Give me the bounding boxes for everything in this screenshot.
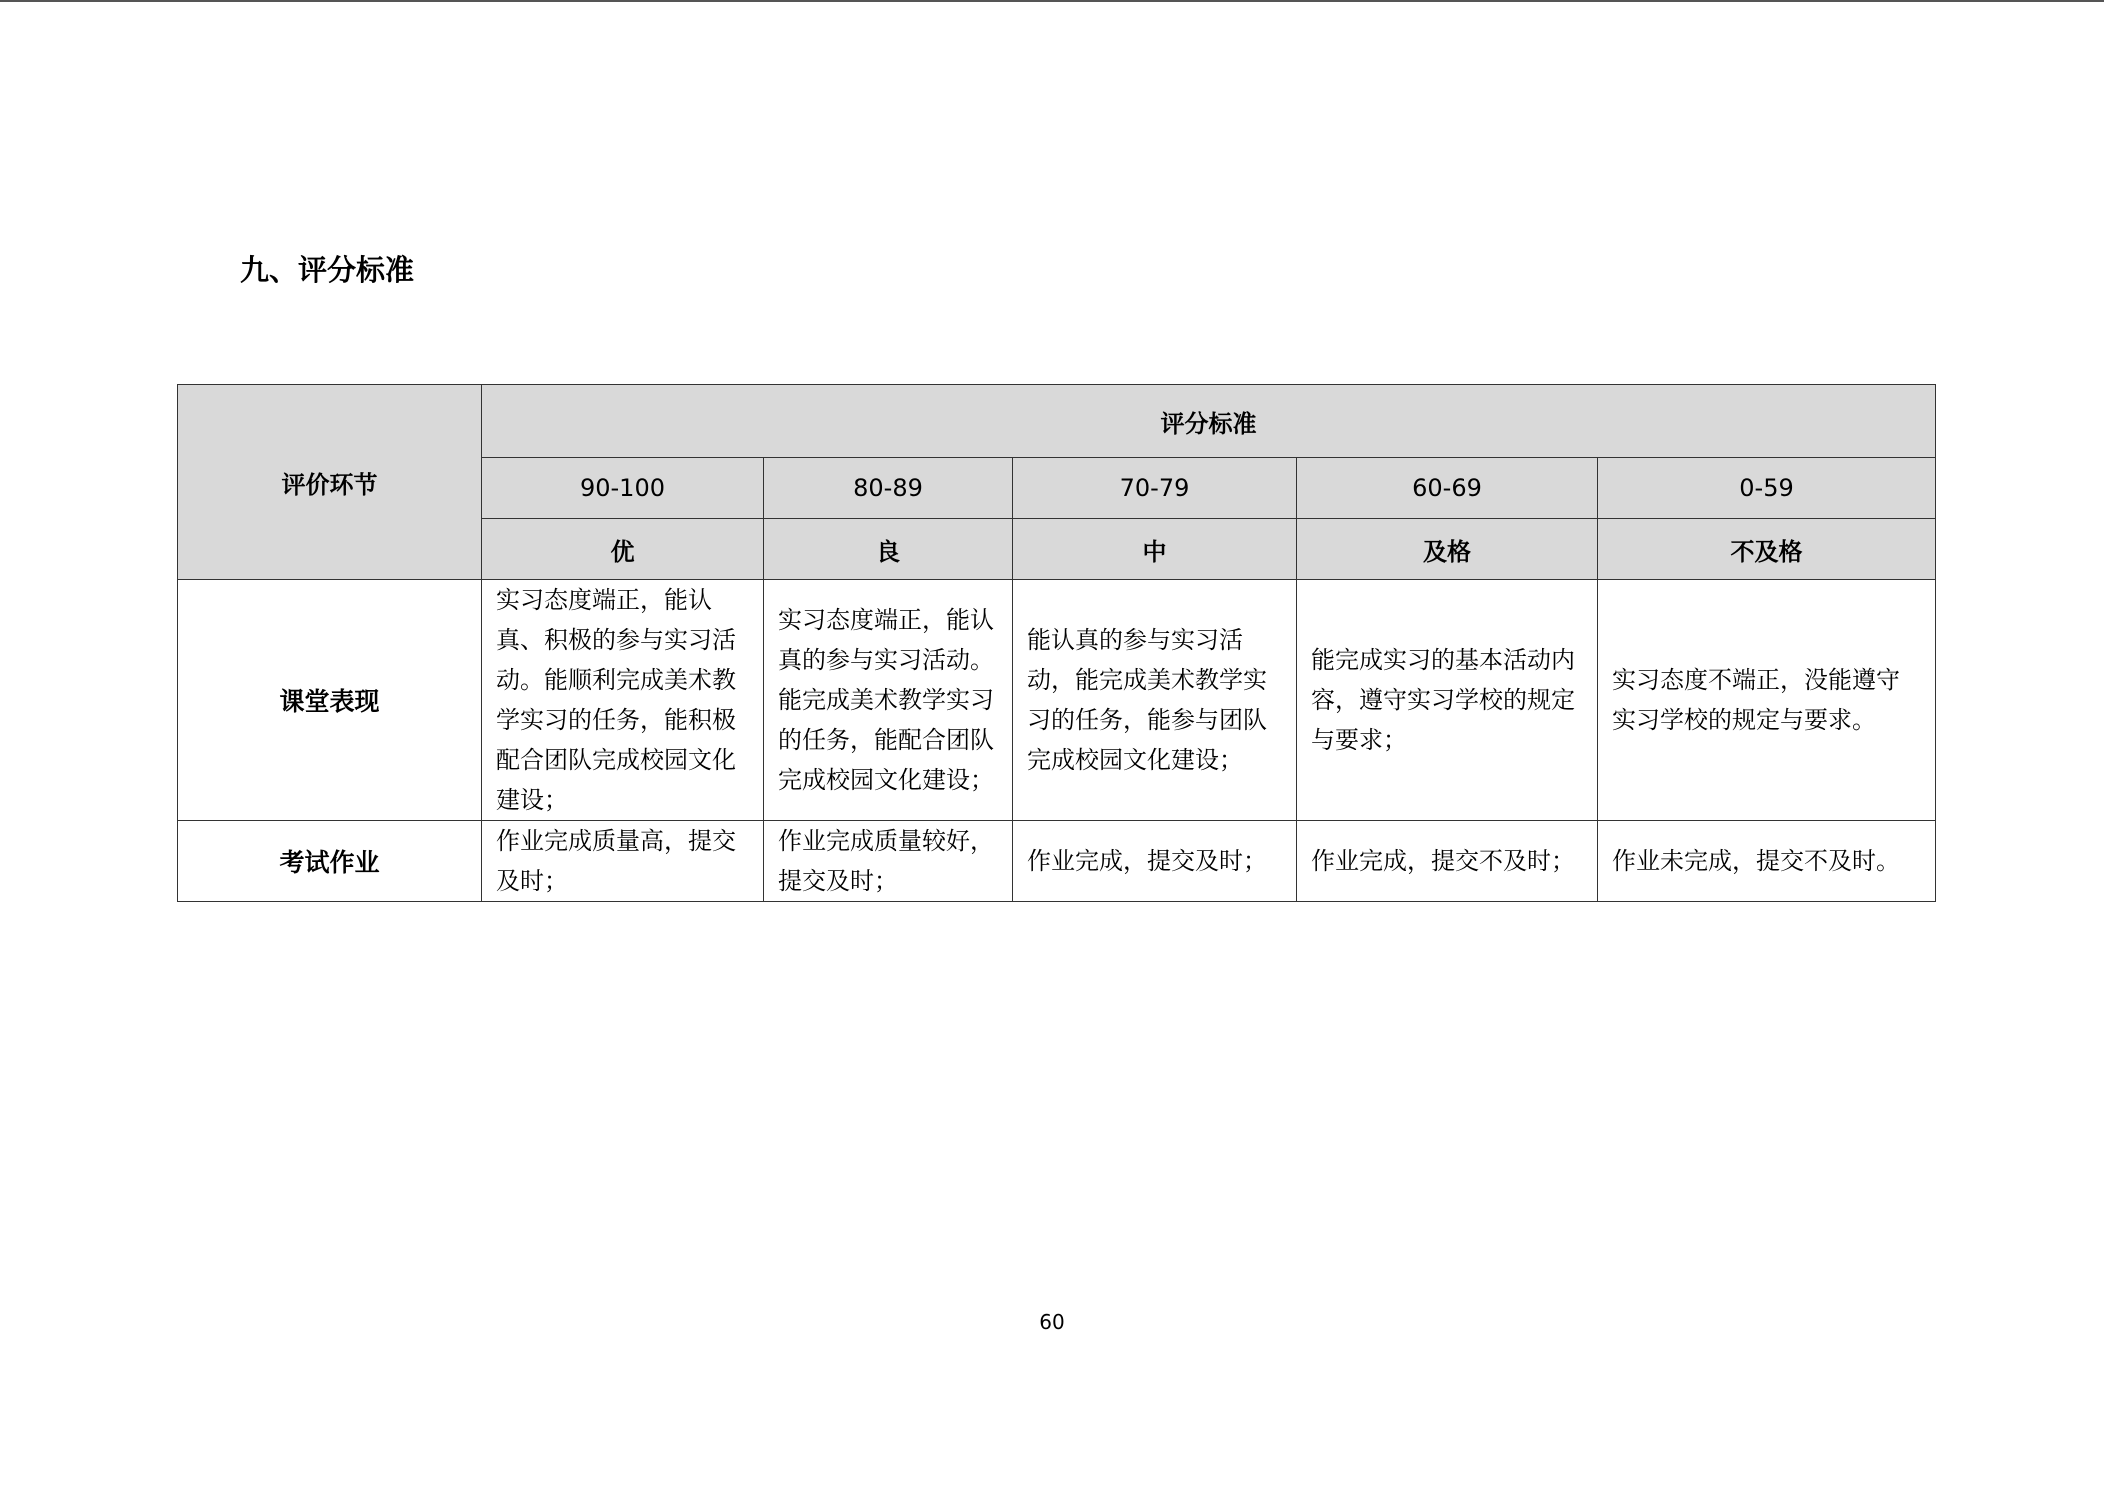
- criteria-cell: 实习态度不端正，没能遵守实习学校的规定与要求。: [1598, 580, 1936, 821]
- criteria-cell: 作业完成，提交不及时；: [1297, 821, 1598, 902]
- criteria-cell: 作业未完成，提交不及时。: [1598, 821, 1936, 902]
- grade-header: 中: [1013, 519, 1297, 580]
- criteria-cell: 作业完成质量较好，提交及时；: [764, 821, 1013, 902]
- grade-header: 优: [482, 519, 764, 580]
- criteria-cell: 能完成实习的基本活动内容，遵守实习学校的规定与要求；: [1297, 580, 1598, 821]
- row-label: 课堂表现: [178, 580, 482, 821]
- criteria-cell: 实习态度端正，能认真的参与实习活动。能完成美术教学实习的任务，能配合团队完成校园文化建设；: [764, 580, 1013, 821]
- table-row: [178, 580, 1936, 821]
- header-row-group: [178, 385, 1936, 458]
- criteria-cell: 实习态度端正，能认真、积极的参与实习活动。能顺利完成美术教学实习的任务，能积极配合团队完成校园文化建设；: [482, 580, 764, 821]
- corner-header: 评价环节: [178, 385, 482, 580]
- grade-header: 不及格: [1598, 519, 1936, 580]
- score-range-header: 70-79: [1013, 458, 1297, 519]
- criteria-cell: 作业完成，提交及时；: [1013, 821, 1297, 902]
- grade-header: 良: [764, 519, 1013, 580]
- score-range-header: 0-59: [1598, 458, 1936, 519]
- group-header: 评分标准: [482, 385, 1936, 458]
- score-range-header: 60-69: [1297, 458, 1598, 519]
- score-range-header: 80-89: [764, 458, 1013, 519]
- section-heading: 九、评分标准: [240, 253, 415, 287]
- criteria-cell: 作业完成质量高，提交及时；: [482, 821, 764, 902]
- row-label: 考试作业: [178, 821, 482, 902]
- page-number: 60: [1039, 1310, 1065, 1334]
- top-border-line: [0, 0, 2104, 2]
- grading-criteria-table: [177, 384, 1936, 902]
- criteria-cell: 能认真的参与实习活动，能完成美术教学实习的任务，能参与团队完成校园文化建设；: [1013, 580, 1297, 821]
- score-range-header: 90-100: [482, 458, 764, 519]
- table-row: [178, 821, 1936, 902]
- grade-header: 及格: [1297, 519, 1598, 580]
